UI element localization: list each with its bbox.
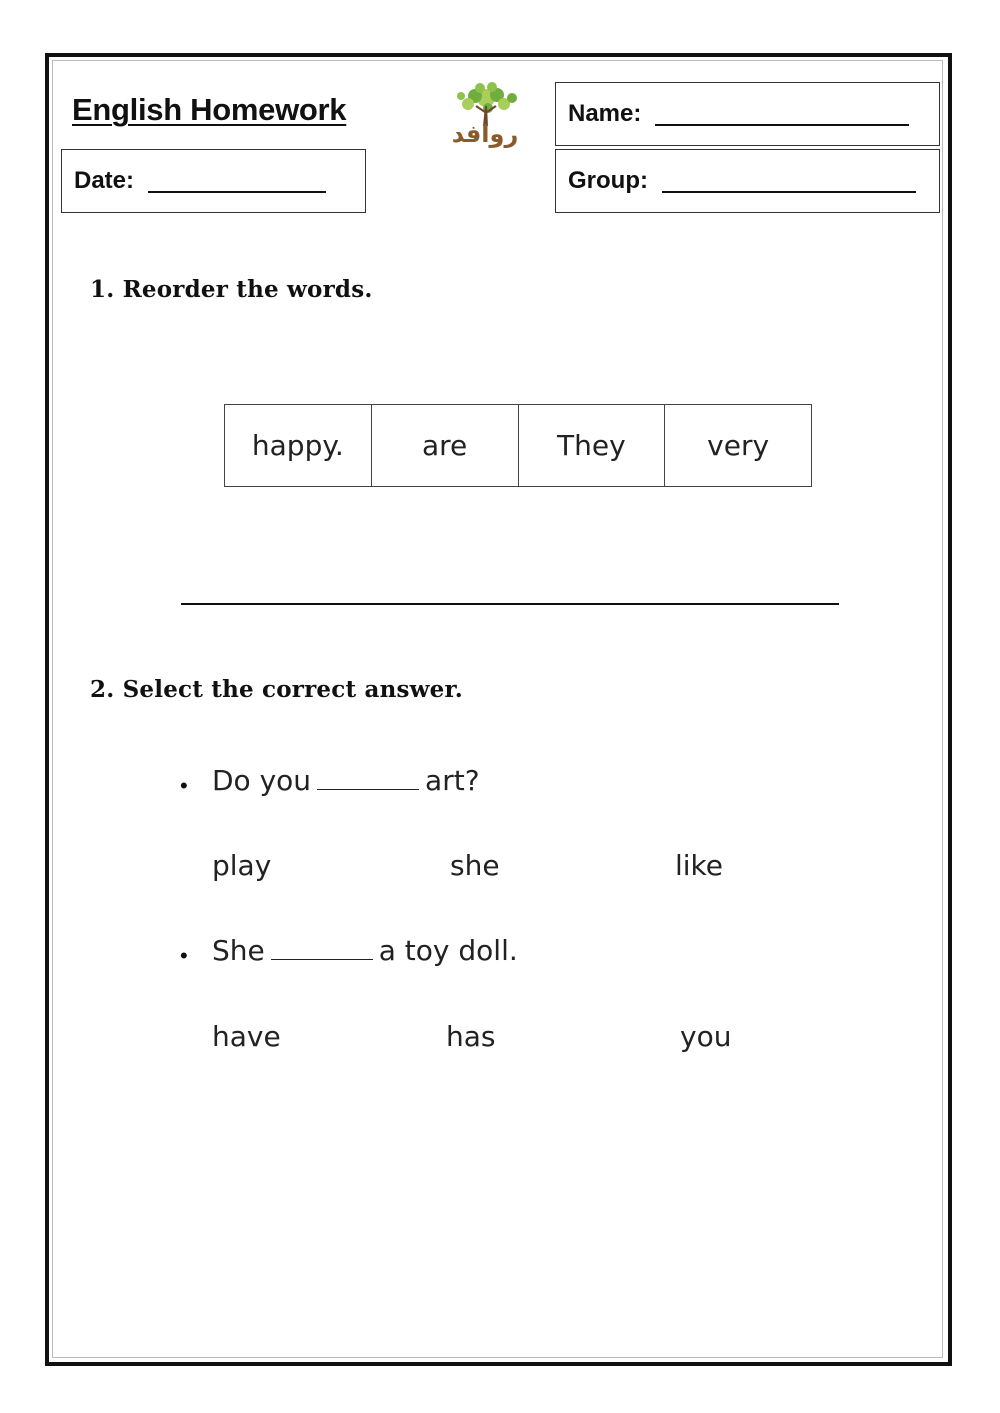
answer-option[interactable]: play [212,849,272,882]
word-tile[interactable]: happy. [225,405,372,487]
reorder-answer-line[interactable] [181,603,839,605]
group-label: Group: [568,167,648,194]
question-text-before: Do you [212,764,312,797]
name-field[interactable] [555,82,940,146]
question-text-after: art? [425,764,480,797]
word-tile[interactable]: They [518,405,665,487]
group-field[interactable] [555,149,940,213]
name-label: Name: [568,100,642,127]
bullet-icon: • [180,773,188,798]
word-tile[interactable]: very [665,405,812,487]
worksheet-title: English Homework [72,92,347,127]
section1-heading: 1. Reorder the words. [90,276,373,303]
answer-option[interactable]: you [680,1020,732,1053]
logo-text: روافد [451,120,519,148]
date-label: Date: [74,167,135,194]
word-reorder-table [224,404,812,487]
page-border-inner [52,60,943,1358]
answer-option[interactable]: like [675,849,724,882]
question-text-after: a toy doll. [378,934,518,967]
question-1 [212,764,480,797]
bullet-icon: • [180,943,188,968]
rawafed-logo [430,82,540,148]
question-text-before: She [212,934,265,967]
date-field[interactable] [61,149,366,213]
answer-option[interactable]: has [446,1020,496,1053]
word-tile[interactable]: are [371,405,518,487]
group-blank[interactable] [662,169,916,193]
name-blank[interactable] [655,102,909,126]
section2-heading: 2. Select the correct answer. [90,676,463,703]
answer-option[interactable]: have [212,1020,281,1053]
answer-option[interactable]: she [450,849,500,882]
answer-blank[interactable] [317,765,419,790]
question-2 [212,934,518,967]
date-blank[interactable] [148,169,326,193]
answer-blank[interactable] [271,935,373,960]
